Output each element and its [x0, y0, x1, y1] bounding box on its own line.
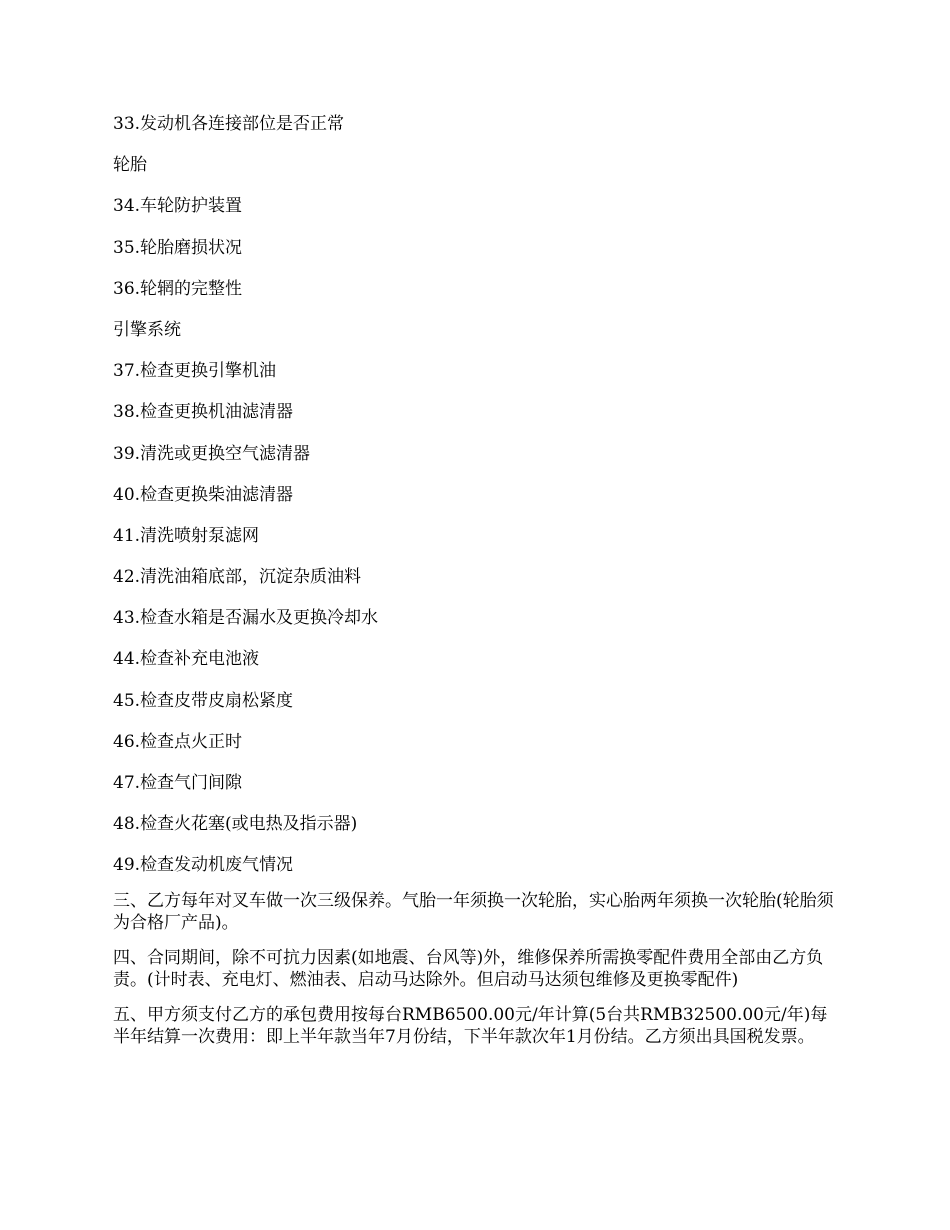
- item-35: 35.轮胎磨损状况: [113, 237, 243, 258]
- document-page: [113, 112, 843, 1061]
- clause-five-paragraph: 五、甲方须支付乙方的承包费用按每台RMB6500.00元/年计算(5台共RMB32500.00元/年)每半年结算一次费用：即上半年款当年7月份结，下半年款次年1月份结。乙方须出具国税发票。: [113, 1004, 828, 1047]
- item-34: 34.车轮防护装置: [113, 196, 243, 217]
- item-42: 42.清洗油箱底部，沉淀杂质油料: [113, 567, 362, 588]
- clause-three-paragraph: 三、乙方每年对叉车做一次三级保养。气胎一年须换一次轮胎，实心胎两年须换一次轮胎(轮胎须为合格厂产品)。: [113, 890, 834, 933]
- item-47: 47.检查气门间隙: [113, 773, 243, 793]
- item-41: 41.清洗喷射泵滤网: [113, 525, 260, 546]
- item-45: 45.检查皮带皮扇松紧度: [113, 690, 294, 711]
- item-43: 43.检查水箱是否漏水及更换冷却水: [113, 608, 379, 629]
- item-40: 40.检查更换柴油滤清器: [113, 484, 294, 505]
- item-48: 48.检查火花塞(或电热及指示器): [113, 814, 358, 835]
- section-heading-tires: 轮胎: [113, 155, 147, 176]
- item-39: 39.清洗或更换空气滤清器: [113, 443, 311, 464]
- clause-four-paragraph: 四、合同期间，除不可抗力因素(如地震、台风等)外，维修保养所需换零配件费用全部由乙方负责。(计时表、充电灯、燃油表、启动马达除外。但启动马达须包维修及更换零配件): [113, 947, 824, 990]
- item-44: 44.检查补充电池液: [113, 649, 260, 670]
- item-37: 37.检查更换引擎机油: [113, 361, 277, 382]
- section-heading-engine-system: 引擎系统: [113, 319, 181, 340]
- item-49: 49.检查发动机废气情况: [113, 855, 294, 876]
- item-33: 33.发动机各连接部位是否正常: [113, 114, 345, 134]
- item-46: 46.检查点火正时: [113, 731, 243, 752]
- item-36: 36.轮辋的完整性: [113, 278, 243, 299]
- item-38: 38.检查更换机油滤清器: [113, 402, 294, 423]
